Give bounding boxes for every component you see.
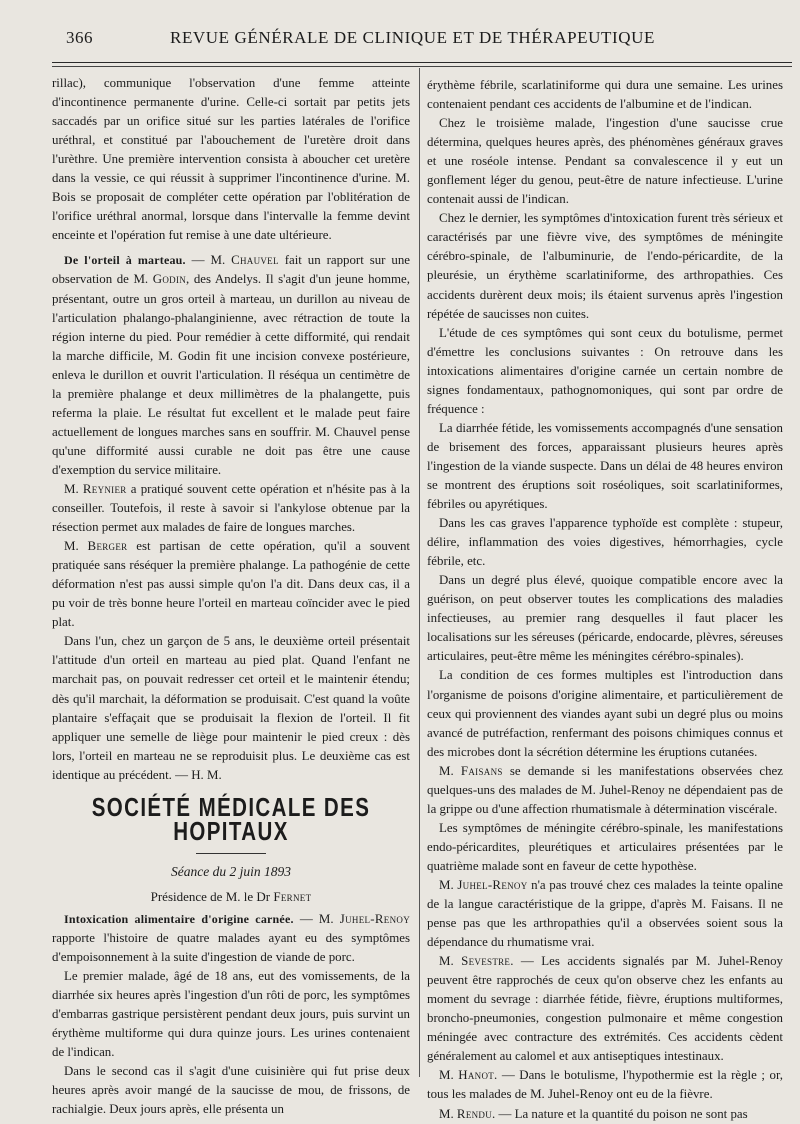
text-run: . — La nature et la quantité du poison ne sont pas [492,1106,748,1121]
text-run: M. [439,1068,459,1083]
author-name: Chauvel [231,253,279,268]
text-run: — M. [185,253,232,268]
author-name: Hanot [458,1068,495,1083]
paragraph: rillac), communique l'observation d'une femme atteinte d'incontinence permanente d'urine. Celle-ci sortait par petits jets saccadés par un orifice situé sur les parties latérales de l'orifice uréthral, et constitué par l'abouchement de l'uretère droit dans l'urèthre. Une première intervention consista à aboucher cet uretère dans la vessie, ce qui réussit à supprimer l'incontinence d'urine. M. Bois se proposait de compléter cette opération par l'oblitération de l'orifice uréthral anormal, lorsque dans l'intervalle la femme devint enceinte et l'opération fut remise à une date ultérieure. [52,76,410,243]
header-rule-thin [52,66,792,67]
text-run: M. [439,1106,457,1121]
paragraph [427,762,783,819]
paragraph: Dans l'un, chez un garçon de 5 ans, le deuxième orteil présentait l'attitude d'un orteil en marteau au pied plat. Quand l'enfant ne marchait pas, on pouvait redresser cet orteil et le maintenir étendu; dès qu'il marchait, la déformation se produisait. C'est quand la voûte plantaire s'effaçait que se produisait la flexion de l'orteil. Il fit appliquer une semelle de liège pour maintenir le pied creux : dès lors, l'orteil en marteau ne se reproduisit plus. Le deuxième cas est identique au précédent. — H. M. [52,634,410,782]
president-name: Fernet [273,888,312,904]
text-run: a pratiqué souvent cette opération et n'hésite pas à la conseiller. Toutefois, il reste à savoir si l'ankylose obtenue par la résection permet aux malades de faire de longues marches. [52,481,410,535]
header-rule [52,62,792,63]
paragraph-intoxication [52,910,410,967]
right-column [427,76,783,1124]
paragraph [427,1105,783,1124]
paragraph: Le premier malade, âgé de 18 ans, eut des vomissements, de la diarrhée six heures après l'ingestion d'un rôti de porc, les symptômes d'embarras gastrique persistèrent pendant deux jours, puis survint un érythème multiforme qui dura quinze jours. Les urines contenaient de l'indican. [52,969,410,1060]
presidence-line [52,887,410,906]
author-name: Godin [152,272,187,287]
text-run: M. [64,481,83,496]
paragraph: Dans un degré plus élevé, quoique compatible encore avec la guérison, on peut observer toutes les complications des maladies infectieuses, au premier rang desquelles il faut placer les localisations sur les séreuses (péricarde, endocarde, plèvres, séreuses articulaires, peut-être même les méningites cérébro-spinales). [427,573,783,664]
text-run: est partisan de cette opération, qu'il a souvent pratiquée sans réséquer la première phalange. La pathogénie de cette déformation n'est pas aussi simple qu'on l'a dit. Dans deux cas, il a pu voir de très bonne heure l'orteil en marteau coïncider avec le pied plat. [52,539,410,630]
text-run: M. [439,954,462,969]
text-run: , des Andelys. Il s'agit d'un jeune homme, présentant, outre un gros orteil à marteau, un durillon au niveau de l'articulation phalango-phalanginienne, avec rétraction de toute la région interne du pied. Pour remédier à cette difformité, qui rendait la marche difficile, M. Godin fit une incision convexe postérieure, enleva le durillon et ouvrit l'articulation. Il réséqua un centimètre de la première phalange et deux millimètres de la phalangette, puis referma la plaie. Le résultat fut excellent et le malade peut faire actuellement de longues marches sans en souffrir. M. Chauvel pense qu'une difformité aussi curable ne doit pas être une cause d'exemption du service militaire. [52,272,410,477]
section-heading: De l'orteil à marteau. [64,253,186,268]
page-number: 366 [66,28,93,47]
page-header [0,22,800,56]
paragraph: Les symptômes de méningite cérébro-spinale, les manifestations endo-péricardites, pleurétiques et articulaires présentées par le quatrième malade sont en faveur de cette hypothèse. [427,820,783,873]
text-run: M. [439,763,461,778]
paragraph [427,952,783,1066]
author-name: Berger [87,539,128,554]
author-name: Faisans [460,763,503,778]
title-rule [196,853,266,854]
section-heading: Intoxication alimentaire d'origine carnée. [64,911,294,926]
paragraph [427,1066,783,1104]
paragraph [427,876,783,952]
paragraph: La condition de ces formes multiples est l'introduction dans l'organisme de poisons d'origine alimentaire, et particulièrement de ceux qui proviennent des viandes ayant subi un degré plus ou moins avancé de putréfaction, renfermant des poisons chimiques connus et des microbes dont la sécrétion détermine les éruptions cutanées. [427,668,783,759]
left-column [52,74,410,1119]
text-run: rapporte l'histoire de quatre malades ayant eu des symptômes d'empoisonnement à la suite d'ingestion de viande de porc. [52,930,410,965]
text-run: M. [64,539,88,554]
column-divider [419,68,420,1077]
text-run: M. [439,877,458,892]
paragraph-orteil-marteau [52,251,410,480]
author-name: Juhel-Renoy [339,911,410,926]
running-title: REVUE GÉNÉRALE DE CLINIQUE ET DE THÉRAPEUTIQUE [170,28,655,47]
text-run: n'a pas trouvé chez ces malades la teinte opaline de la langue caractéristique de la grippe, d'après M. Faisans. Il ne pense pas que les arthropathies qu'il a observées soient sous la dépendance du rhumatisme vrai. [427,877,783,950]
society-title: SOCIÉTÉ MÉDICALE DES HOPITAUX [91,793,371,847]
author-name: Reynier [82,481,127,496]
text-run: — M. [293,911,340,926]
paragraph: Chez le dernier, les symptômes d'intoxication furent très sérieux et caractérisés par une fièvre vive, des symptômes de méningite cérébro-spinale, de l'albuminurie, de l'endo-péricardite, de la pleurésie, un érythème scarlatiniforme, des arthropathies. Ces accidents durèrent deux mois; ils étaient survenus après l'ingestion répétée de saucisses non cuites. [427,211,783,321]
text-run: se demande si les manifestations observées chez quelques-uns des malades de M. Juhel-Renoy ne dépendaient pas de la grippe ou d'une affection rhumatismale à détermination viscérale. [427,763,783,816]
author-name: Sevestre [461,954,511,969]
paragraph [52,480,410,537]
seance-date: Séance du 2 juin 1893 [171,863,291,879]
paragraph: érythème fébrile, scarlatiniforme qui dura une semaine. Les urines contenaient pendant ces accidents de l'albumine et de l'indican. [427,78,783,112]
text-run: . — Les accidents signalés par M. Juhel-Renoy peuvent être rapprochés de ceux qu'on observe chez les enfants au moment du sevrage : diarrhée fétide, fièvre, éruptions multiformes, broncho-pneumonies, congestion pulmonaire et même congestion méningée avec contracture des extrémités. Ces accidents cèdent généralement au calomel et aux antiseptiques intestinaux. [427,954,783,1064]
paragraph: Dans les cas graves l'apparence typhoïde est complète : stupeur, délire, inflammation des voies digestives, hémorrhagies, cycle fébrile, etc. [427,516,783,569]
text-run: fait un rapport sur une observation de M. [52,253,410,287]
paragraph [52,537,410,632]
paragraph: L'étude de ces symptômes qui sont ceux du botulisme, permet d'émettre les conclusions suivantes : On retrouve dans les intoxications alimentaires d'origine carnée un certain nombre de signes fondamentaux, pathognomoniques, qui sont par ordre de fréquence : [427,325,783,416]
text-run: . — Dans le botulisme, l'hypothermie est la règle ; or, tous les malades de M. Juhel-Renoy ont eu de la fièvre. [427,1068,783,1102]
paragraph: Chez le troisième malade, l'ingestion d'une saucisse crue détermina, quelques heures après, des phénomènes généraux graves et une roséole intense. Pendant sa convalescence il y eut un gonflement léger du genou, peut-être de nature infectieuse. L'urine contenait aussi de l'indican. [427,116,783,207]
author-name: Juhel-Renoy [457,877,528,892]
author-name: Rendu [456,1106,493,1121]
paragraph: Dans le second cas il s'agit d'une cuisinière qui fut prise deux heures après avoir mangé de la saucisse de mou, de frissons, de rachialgie. Deux jours après, elle présenta un [52,1064,410,1117]
text-run: Présidence de M. le Dr [150,888,274,904]
paragraph: La diarrhée fétide, les vomissements accompagnés d'une sensation de brisement des forces, apparaissant plusieurs heures après l'ingestion de la viande suspecte. Dans un délai de 48 heures environ se montrent des éruptions soit roséoliques, soit scarlatiniformes, fébriles ou apyrétiques. [427,420,783,512]
